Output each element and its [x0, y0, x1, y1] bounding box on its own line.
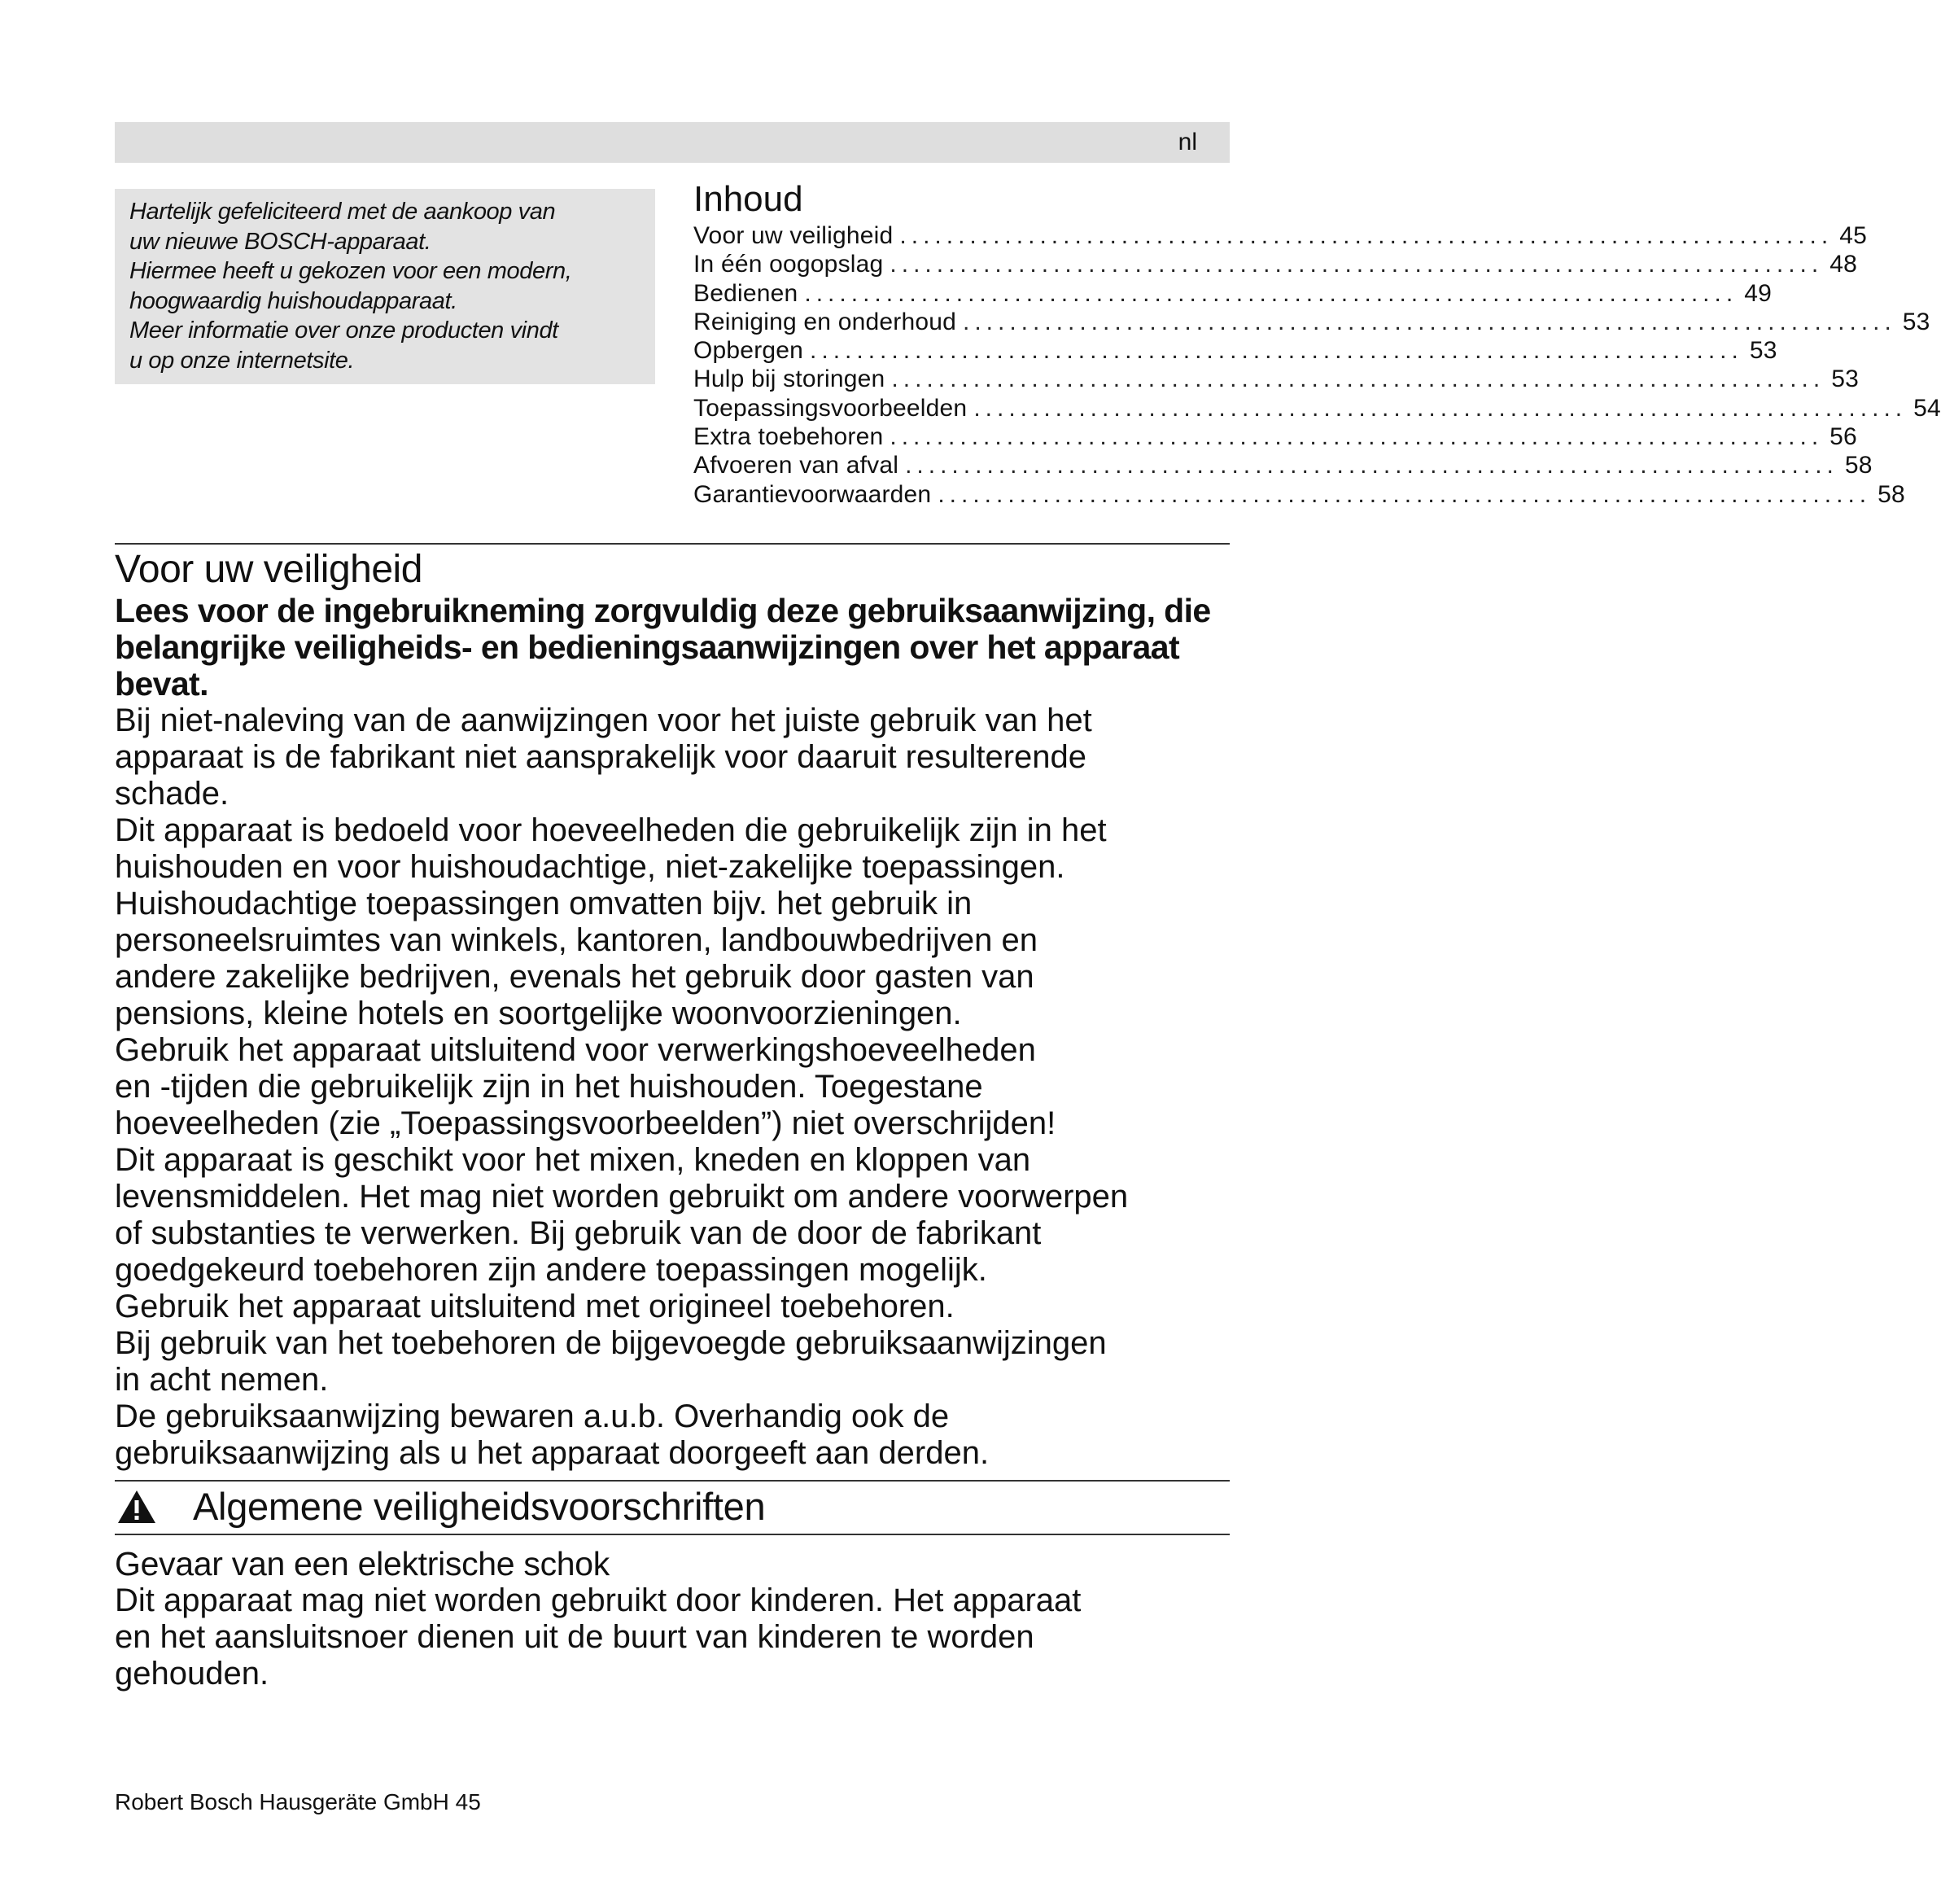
- toc-entry-label: Bedienen: [693, 279, 798, 307]
- body-line: pensions, kleine hotels en soortgelijke woonvoorzieningen.: [115, 996, 962, 1031]
- toc-entry[interactable]: [693, 394, 1941, 422]
- toc-leader-dots: ................................................................................: [905, 452, 1838, 479]
- intro-text: [129, 197, 640, 375]
- intro-line: Hiermee heeft u gekozen voor een modern,: [129, 258, 572, 284]
- intro-line: u op onze internetsite.: [129, 347, 355, 374]
- safety-body: [115, 703, 1262, 1472]
- body-line: Bij gebruik van het toebehoren de bijgevoegde gebruiksaanwijzingen: [115, 1325, 1107, 1361]
- toc-entry[interactable]: [693, 221, 1867, 250]
- intro-box: [115, 189, 655, 384]
- lead-line: bevat.: [115, 665, 208, 703]
- language-code: nl: [1178, 129, 1197, 155]
- body-line: Huishoudachtige toepassingen omvatten bijv. het gebruik in: [115, 886, 973, 921]
- toc-entry[interactable]: [693, 279, 1772, 308]
- intro-line: Meer informatie over onze producten vindt: [129, 317, 558, 344]
- toc-entry[interactable]: [693, 250, 1857, 278]
- body-line: personeelsruimtes van winkels, kantoren, landbouwbedrijven en: [115, 922, 1038, 958]
- body-line: goedgekeurd toebehoren zijn andere toepassingen mogelijk.: [115, 1252, 987, 1288]
- body-line: Gebruik het apparaat uitsluitend met origineel toebehoren.: [115, 1289, 955, 1324]
- lead-line: Lees voor de ingebruikneming zorgvuldig deze gebruiksaanwijzing, die: [115, 592, 1211, 629]
- section-divider: [115, 543, 1230, 545]
- toc-leader-dots: ................................................................................: [804, 279, 1738, 307]
- general-safety-title: Algemene veiligheidsvoorschriften: [193, 1485, 766, 1528]
- toc-entry[interactable]: [693, 451, 1873, 479]
- toc-entry-label: Afvoeren van afval: [693, 452, 899, 479]
- lead-line: belangrijke veiligheids- en bedieningsaanwijzingen over het apparaat: [115, 628, 1179, 666]
- toc-entry-page: 58: [1878, 480, 1905, 508]
- warning-triangle-icon: [116, 1489, 157, 1525]
- toc-entry-label: Hulp bij storingen: [693, 365, 885, 393]
- shock-line: Dit apparaat mag niet worden gebruikt door kinderen. Het apparaat: [115, 1582, 1082, 1618]
- toc-entry-page: 53: [1831, 365, 1859, 393]
- toc-entry-page: 53: [1902, 308, 1930, 335]
- body-line: huishouden en voor huishoudachtige, niet-zakelijke toepassingen.: [115, 849, 1065, 885]
- electric-shock-heading: Gevaar van een elektrische schok: [115, 1545, 610, 1582]
- toc-entry-label: Opbergen: [693, 337, 804, 365]
- toc-entry-page: 54: [1913, 394, 1941, 422]
- toc-leader-dots: ................................................................................: [938, 480, 1872, 508]
- toc-leader-dots: ................................................................................: [963, 308, 1896, 335]
- toc-entry-page: 53: [1749, 337, 1777, 365]
- general-safety-heading: [115, 1480, 1230, 1534]
- intro-line: uw nieuwe BOSCH-apparaat.: [129, 228, 431, 255]
- toc-entry[interactable]: [693, 422, 1857, 451]
- body-line: Dit apparaat is geschikt voor het mixen, kneden en kloppen van: [115, 1142, 1031, 1178]
- body-line: Dit apparaat is bedoeld voor hoeveelheden die gebruikelijk zijn in het: [115, 812, 1107, 848]
- toc-entry-label: Voor uw veiligheid: [693, 222, 894, 249]
- toc-leader-dots: ................................................................................: [890, 251, 1824, 278]
- toc-entry-label: Toepassingsvoorbeelden: [693, 394, 968, 422]
- intro-line: Hartelijk gefeliciteerd met de aankoop van: [129, 199, 556, 225]
- toc-entry[interactable]: [693, 336, 1777, 365]
- body-line: schade.: [115, 776, 230, 812]
- toc-leader-dots: ................................................................................: [891, 365, 1825, 393]
- safety-section: [115, 547, 1262, 1472]
- toc-entry[interactable]: [693, 308, 1930, 336]
- toc-entry-page: 48: [1830, 251, 1857, 278]
- toc-leader-dots: ................................................................................: [890, 423, 1824, 451]
- safety-heading: Voor uw veiligheid: [115, 548, 422, 591]
- warning-bottom-rule: [115, 1534, 1230, 1535]
- body-line: apparaat is de fabrikant niet aansprakelijk voor daaruit resulterende: [115, 739, 1087, 775]
- body-line: Bij niet-naleving van de aanwijzingen voor het juiste gebruik van het: [115, 703, 1092, 738]
- toc-entry-label: Garantievoorwaarden: [693, 480, 932, 508]
- toc-leader-dots: ................................................................................: [810, 337, 1743, 365]
- toc-title: Inhoud: [693, 179, 803, 219]
- body-line: hoeveelheden (zie „Toepassingsvoorbeelden”) niet overschrijden!: [115, 1105, 1056, 1141]
- shock-line: gehouden.: [115, 1656, 269, 1692]
- toc-entry-page: 45: [1839, 222, 1867, 249]
- toc-entry[interactable]: [693, 365, 1859, 393]
- body-line: in acht nemen.: [115, 1362, 329, 1398]
- body-line: andere zakelijke bedrijven, evenals het gebruik door gasten van: [115, 959, 1034, 995]
- toc-entry-page: 56: [1830, 423, 1857, 451]
- body-line: levensmiddelen. Het mag niet worden gebruikt om andere voorwerpen: [115, 1179, 1129, 1215]
- safety-lead: [115, 593, 1262, 703]
- toc-entry-label: Reiniging en onderhoud: [693, 308, 956, 335]
- language-header-bar: [115, 122, 1230, 163]
- body-line: gebruiksaanwijzing als u het apparaat doorgeeft aan derden.: [115, 1435, 990, 1471]
- toc-entry-page: 58: [1844, 452, 1873, 479]
- electric-shock-section: [115, 1545, 1262, 1692]
- body-line: Gebruik het apparaat uitsluitend voor verwerkingshoeveelheden: [115, 1032, 1036, 1068]
- body-line: en -tijden die gebruikelijk zijn in het huishouden. Toegestane: [115, 1069, 983, 1105]
- toc-entry-page: 49: [1744, 279, 1772, 307]
- page-footer: Robert Bosch Hausgeräte GmbH 45: [115, 1789, 481, 1814]
- shock-line: en het aansluitsnoer dienen uit de buurt van kinderen te worden: [115, 1619, 1034, 1655]
- intro-line: hoogwaardig huishoudapparaat.: [129, 287, 457, 314]
- body-line: De gebruiksaanwijzing bewaren a.u.b. Overhandig ook de: [115, 1398, 950, 1434]
- toc-entry-label: Extra toebehoren: [693, 423, 884, 451]
- table-of-contents: [693, 177, 1941, 509]
- toc-entry-label: In één oogopslag: [693, 251, 884, 278]
- toc-leader-dots: ................................................................................: [973, 394, 1908, 422]
- body-line: of substanties te verwerken. Bij gebruik van de door de fabrikant: [115, 1215, 1042, 1251]
- toc-leader-dots: ................................................................................: [899, 222, 1834, 249]
- toc-entry[interactable]: [693, 480, 1905, 509]
- electric-shock-text: [115, 1582, 1262, 1692]
